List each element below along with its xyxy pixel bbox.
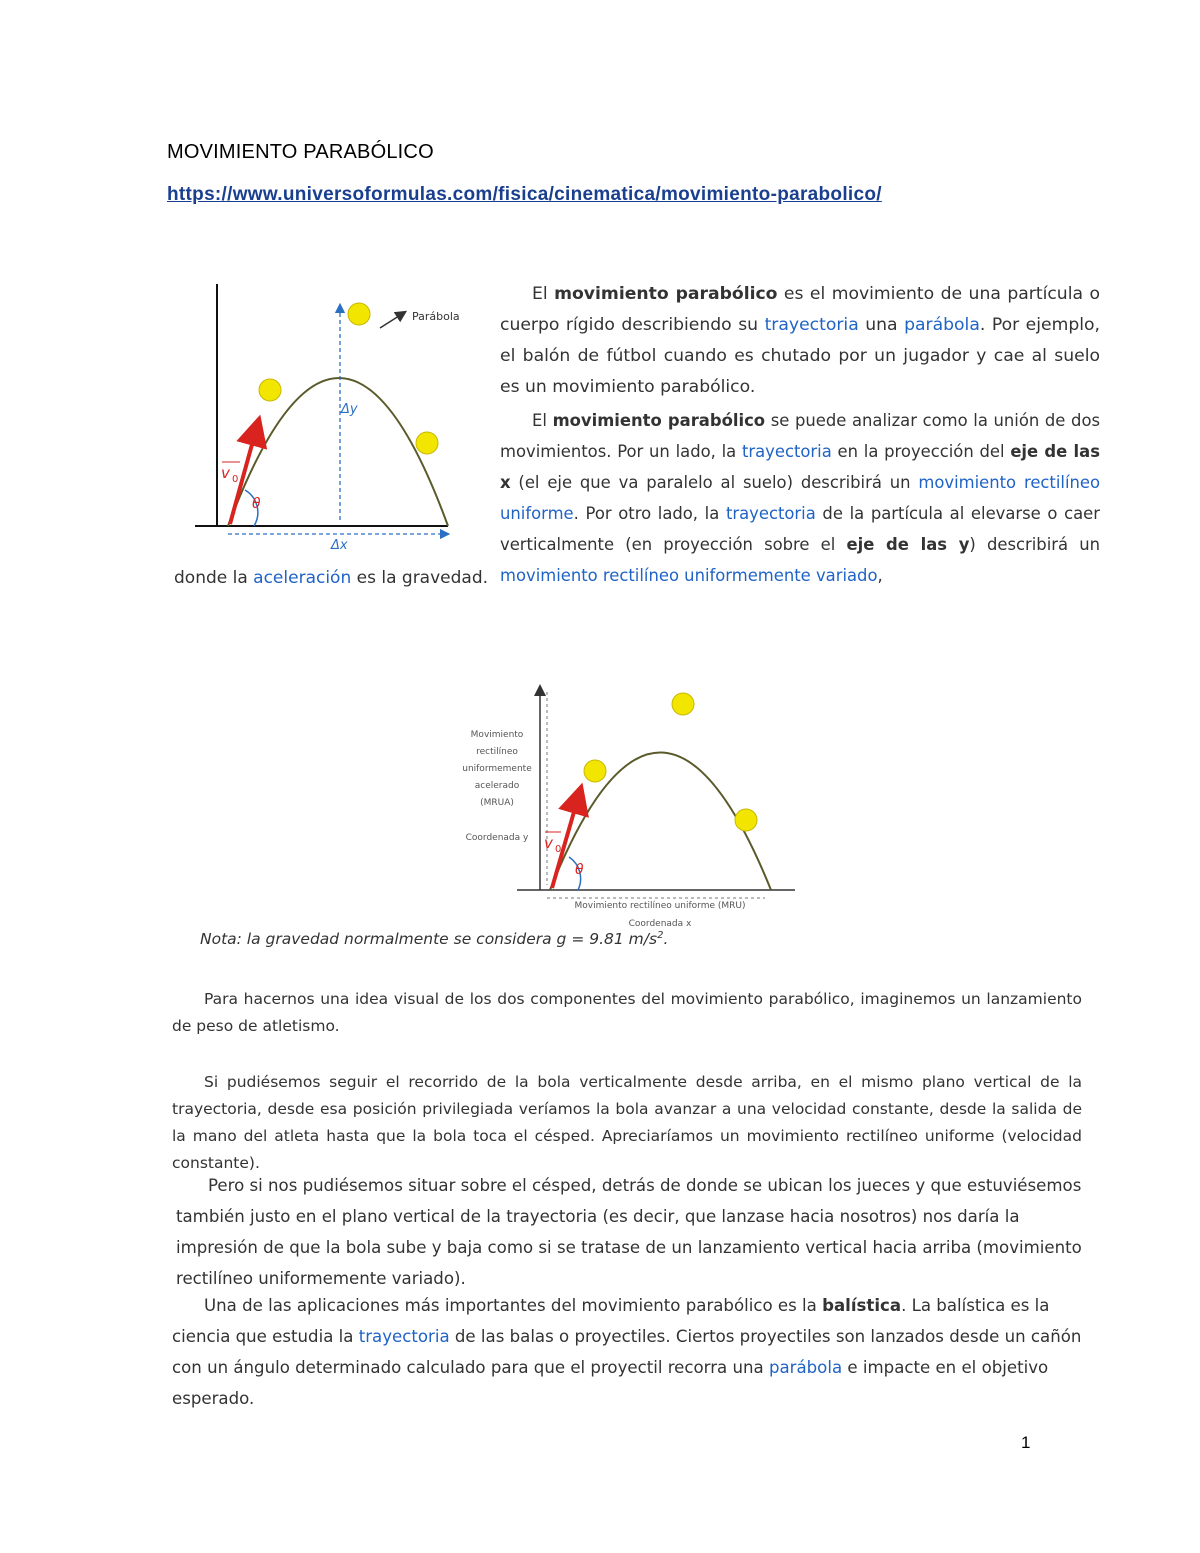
y-coord-label: Coordenada y bbox=[465, 833, 529, 843]
x-axis-label: Movimiento rectilíneo uniforme (MRU) bbox=[574, 901, 746, 911]
link-mruv[interactable]: movimiento rectilíneo uniformemente variado bbox=[500, 566, 878, 585]
x-coord-label: Coordenada x bbox=[628, 919, 692, 929]
page-number: 1 bbox=[1021, 1433, 1031, 1452]
gravity-note: Nota: la gravedad normalmente se considera g = 9.81 $m/s^2$. bbox=[200, 930, 669, 949]
link-trayectoria[interactable]: trayectoria bbox=[358, 1327, 450, 1346]
v0-label: v bbox=[544, 834, 553, 852]
theta-label: θ bbox=[252, 496, 261, 512]
link-aceleracion[interactable]: aceleración bbox=[253, 568, 352, 588]
dy-label: Δy bbox=[341, 402, 358, 417]
link-parabola[interactable]: parábola bbox=[904, 315, 980, 335]
link-mru[interactable]: movimiento rectilíneo uniforme bbox=[500, 473, 1101, 523]
page-title: MOVIMIENTO PARABÓLICO bbox=[167, 141, 434, 163]
link-trayectoria[interactable]: trayectoria bbox=[764, 315, 859, 335]
y-axis-label-line: rectilíneo bbox=[476, 747, 518, 757]
y-axis-label-line: uniformemente bbox=[462, 764, 532, 774]
v0-subscript: 0 bbox=[555, 844, 562, 855]
parabola-pointer bbox=[380, 314, 402, 328]
trajectory-curve bbox=[228, 378, 448, 526]
y-axis-label-line: (MRUA) bbox=[480, 798, 514, 808]
paragraph-5: Pero si nos pudiésemos situar sobre el césped, detrás de donde se ubican los jueces y que estuviésemos también justo en el plano vertical de la trayectoria (es decir, que lanzase hacia nosotros) nos daría la impresión de que la bola sube y baja como si se tratase de un lanzamiento vertical hacia arriba (movimiento rectilíneo uniformemente variado). bbox=[176, 1176, 1082, 1288]
paragraph-4: Si pudiésemos seguir el recorrido de la bola verticalmente desde arriba, en el mismo plano vertical de la trayectoria, desde esa posición privilegiada veríamos la bola avanzar a una velocidad constante, desde la salida de la mano del atleta hasta que la bola toca el césped. Apreciaríamos un movimiento rectilíneo uniforme (velocidad constante). bbox=[172, 1073, 1082, 1172]
parabola-diagram-2 bbox=[455, 680, 805, 932]
dx-label: Δx bbox=[331, 538, 348, 553]
paragraph-6: Una de las aplicaciones más importantes del movimiento parabólico es la balística. La balística es la ciencia que estudia la trayectoria de las balas o proyectiles. Ciertos proyectiles son lanzados desde un cañón con un ángulo determinado calculado para que el proyectil recorra una parábola e impacte en el objetivo esperado. bbox=[172, 1296, 1082, 1408]
ball bbox=[735, 809, 757, 831]
y-axis-label-line: Movimiento bbox=[470, 730, 524, 740]
theta-label: θ bbox=[575, 862, 584, 878]
v0-label: v bbox=[221, 464, 230, 482]
link-trayectoria[interactable]: trayectoria bbox=[725, 504, 816, 523]
link-trayectoria[interactable]: trayectoria bbox=[741, 442, 832, 461]
link-parabola[interactable]: parábola bbox=[768, 1358, 843, 1377]
ball bbox=[416, 432, 438, 454]
intro-paragraph-1: El movimiento parabólico es el movimiento de una partícula o cuerpo rígido describiendo su trayectoria una parábola. Por ejemplo, el balón de fútbol cuando es chutado por un jugador y cae al suelo es un movimiento parabólico. bbox=[500, 284, 1101, 397]
ball bbox=[584, 760, 606, 782]
parabola-label: Parábola bbox=[412, 310, 460, 323]
ball bbox=[672, 693, 694, 715]
ball bbox=[348, 303, 370, 325]
y-axis-label-line: acelerado bbox=[474, 781, 520, 791]
v0-subscript: 0 bbox=[232, 474, 239, 485]
ball bbox=[259, 379, 281, 401]
source-link[interactable]: https://www.universoformulas.com/fisica/cinematica/movimiento-parabolico/ bbox=[167, 184, 882, 205]
intro-paragraph-2-continued: donde la aceleración es la gravedad. bbox=[174, 568, 489, 588]
intro-paragraph-2: El movimiento parabólico se puede analizar como la unión de dos movimientos. Por un lado, la trayectoria en la proyección del eje de las x (el eje que va paralelo al suelo) describirá un movimiento rectilíneo uniforme. Por otro lado, la trayectoria de la partícula al elevarse o caer verticalmente (en proyección sobre el eje de las y) describirá un movimiento rectilíneo uniformemente variado, bbox=[500, 411, 1101, 585]
parabola-diagram-1 bbox=[190, 280, 480, 555]
paragraph-3: Para hacernos una idea visual de los dos componentes del movimiento parabólico, imaginemos un lanzamiento de peso de atletismo. bbox=[172, 990, 1082, 1035]
